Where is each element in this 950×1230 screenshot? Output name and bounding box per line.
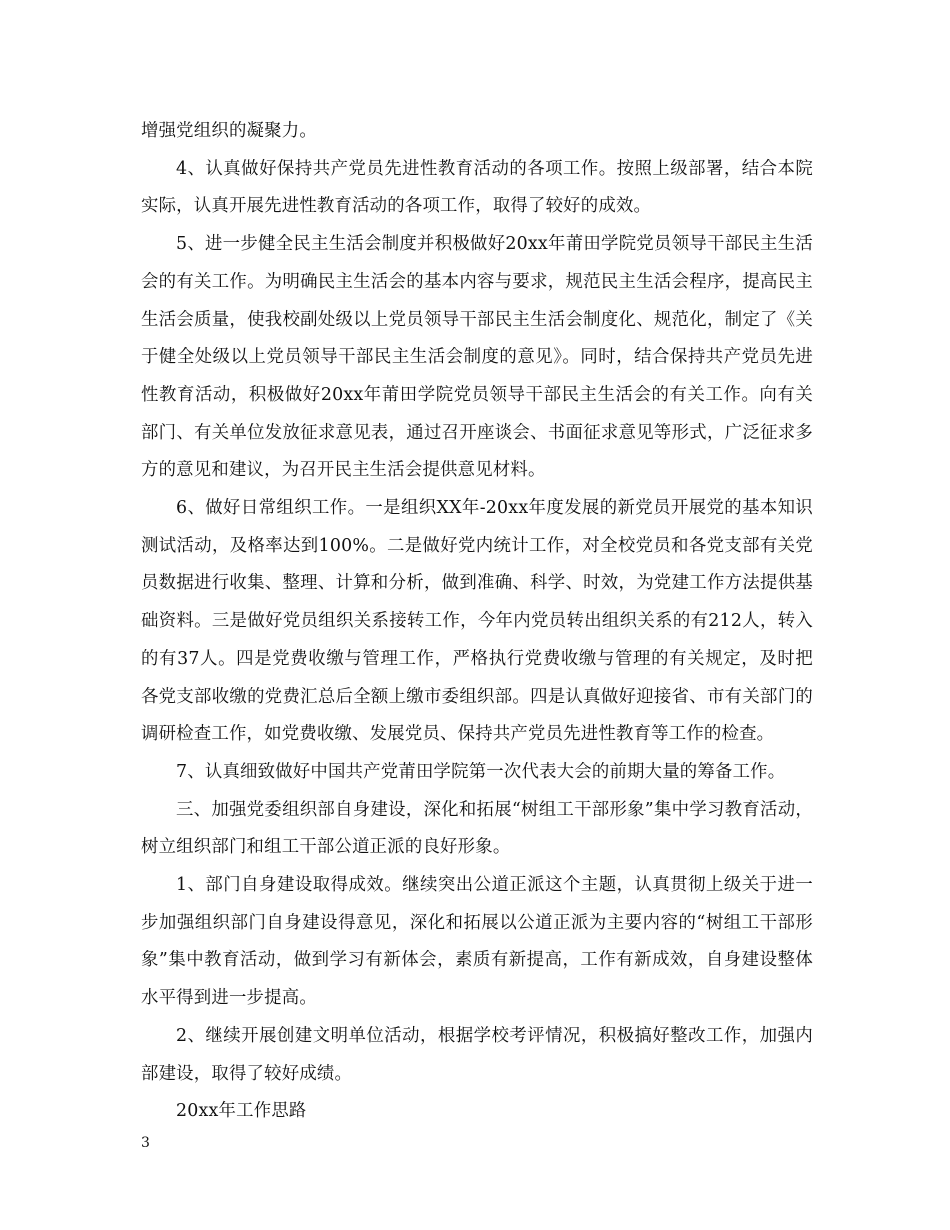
- section-heading-three: 三、加强党委组织部自身建设，深化和拓展“树组工干部形象”集中学习教育活动，树立组织部门和组工干部公道正派的良好形象。: [141, 799, 813, 858]
- work-plan-heading: 20xx年工作思路: [176, 1101, 307, 1122]
- paragraph-item-4: 4、认真做好保持共产党员先进性教育活动的各项工作。按照上级部署，结合本院实际，认真开展先进性教育活动的各项工作，取得了较好的成效。: [141, 158, 813, 217]
- paragraph-item-7: 7、认真细致做好中国共产党莆田学院第一次代表大会的前期大量的筹备工作。: [176, 761, 786, 782]
- document-body: [141, 113, 813, 1131]
- paragraph-subitem-2: 2、继续开展创建文明单位活动，根据学校考评情况，积极搞好整改工作，加强内部建设，取得了较好成绩。: [141, 1025, 813, 1084]
- paragraph-subitem-1: 1、部门自身建设取得成效。继续突出公道正派这个主题，认真贯彻上级关于进一步加强组织部门自身建设得意见，深化和拓展以公道正派为主要内容的“树组工干部形象”集中教育活动，做到学习有新体会，素质有新提高，工作有新成效，自身建设整体水平得到进一步提高。: [141, 875, 813, 1009]
- paragraph-continuation: 增强党组织的凝聚力。: [141, 121, 317, 141]
- paragraph-item-5: 5、进一步健全民主生活会制度并积极做好20xx年莆田学院党员领导干部民主生活会的有关工作。为明确民主生活会的基本内容与要求，规范民主生活会程序，提高民主生活会质量，使我校副处级以上党员领导干部民主生活会制度化、规范化，制定了《关于健全处级以上党员领导干部民主生活会制度的意见》。同时，结合保持共产党员先进性教育活动，积极做好20xx年莆田学院党员领导干部民主生活会的有关工作。向有关部门、有关单位发放征求意见表，通过召开座谈会、书面征求意见等形式，广泛征求多方的意见和建议，为召开民主生活会提供意见材料。: [141, 234, 813, 481]
- page-number: 3: [141, 1135, 150, 1151]
- paragraph-item-6: 6、做好日常组织工作。一是组织XX年-20xx年度发展的新党员开展党的基本知识测试活动，及格率达到100%。二是做好党内统计工作，对全校党员和各党支部有关党员数据进行收集、整理、计算和分析，做到准确、科学、时效，为党建工作方法提供基础资料。三是做好党员组织关系接转工作，今年内党员转出组织关系的有212人，转入的有37人。四是党费收缴与管理工作，严格执行党费收缴与管理的有关规定，及时把各党支部收缴的党费汇总后全额上缴市委组织部。四是认真做好迎接省、市有关部门的调研检查工作，如党费收缴、发展党员、保持共产党员先进性教育等工作的检查。: [141, 498, 813, 745]
